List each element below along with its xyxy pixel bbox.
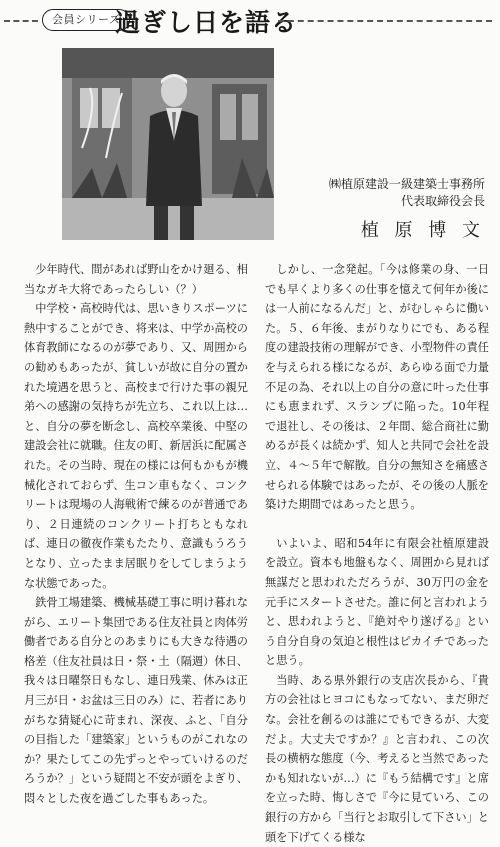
paragraph-gap — [265, 515, 489, 534]
article-column-left — [24, 260, 248, 809]
author-name: 植 原 博 文 — [360, 220, 485, 241]
paragraph: 鉄骨工場建築、機械基礎工事に明け暮れながら、エリート集団である住友社員と肉体労働者である自分とのあまりにも大きな待遇の格差（住友社員は日・祭・土（隔週）休日、我々は日曜祭日もなし、連日残業、休みは正月三が日・お盆は三日のみ）に、若者にありがちな猜疑心に苛まれ、深夜、ふと、「自分の目指した「建築家」というものがこれなのか？果たしてこの先ずっとやっていけるのだろうか？」という疑問と不安が頭をよぎり、悶々とした夜を過ごした事もあった。 — [24, 596, 248, 806]
author-caption — [300, 176, 485, 242]
author-company: ㈱植原建設一級建築士事務所 — [328, 177, 485, 191]
portrait-illustration — [62, 48, 274, 240]
header-rule-right — [278, 20, 492, 22]
article-title: 過ぎし日を語る — [115, 8, 298, 37]
header-rule-left — [4, 20, 38, 22]
article-column-right — [265, 260, 489, 847]
paragraph: 当時、ある県外銀行の支店次長から、『貴方の会社はヒヨコにもなってない、まだ卵だな。会社を創るのは誰にでもできるが、大変だよ。大丈夫ですか？』と言われ、この次長の横柄な態度（今、考えると当然であったかも知れないが…）に『もう結構です』と席を立った時、悔しさで『今に見ていろ、この銀行の方から「当行とお取引して下さい」と頭を下げてくる様な — [265, 673, 489, 844]
series-badge: 会員シリーズ — [42, 9, 130, 31]
paragraph: 中学校・高校時代は、思いきりスポーツに熱中することができ、将来は、中学か高校の体育教師になるのが夢であり、又、周囲からの勧めもあったが、貧しいが故に自分の置かれた境遇を思うと、高校まで行けた事の親兄弟への感謝の気持ちが先立ち、これ以上は…と、自分の夢を断念し、高校卒業後、中堅の建設会社に就職。住友の町、新居浜に配属された。その当時、現在の様には何もかもが機械化されておらず、生コン車もなく、コンクリートは現場の人海戦術で練るのが普通であり、２日連続のコンクリート打ちともなれば、連日の徹夜作業もたたり、意識もうろうとなり、立ったまま居眠りをしてしまうような状態であった。 — [24, 302, 248, 590]
portrait-photo — [62, 48, 274, 240]
paragraph: しかし、一念発起。「今は修業の身、一日でも早くより多くの仕事を憶えて何年か後には一人前になるんだ」と、がむしゃらに働いた。５、６年後、まがりなりにでも、ある程度の建設技術の理解ができ、小型物件の責任を与えられる様になるが、あらゆる面で力量不足の為、それ以上の自分の意に叶った仕事にも恵まれず、スランプに陥った。10年程で退社し、その後は、２年間、総合商社に勤めるが長くは続かず、知人と共同で会社を設立、４～５年で解散。自分の無知さを痛感させられる体験ではあったが、その後の人脈を築けた期間ではあったと思う。 — [265, 263, 489, 512]
author-role: 代表取締役会長 — [400, 194, 485, 208]
paragraph: 少年時代、間があれば野山をかけ廻る、相当なガキ大将であったらしい（？） — [24, 263, 248, 296]
paragraph: いよいよ、昭和54年に有限会社植原建設を設立。資本も地盤もなく、周囲から見れば無謀だと思われただろうが、30万円の金を元手にスタートさせた。誰に何と言われようと、思われようと、『絶対やり遂げる』という自分自身の気迫と根性はピカイチであったと思う。 — [265, 536, 489, 668]
page-header — [0, 0, 500, 40]
